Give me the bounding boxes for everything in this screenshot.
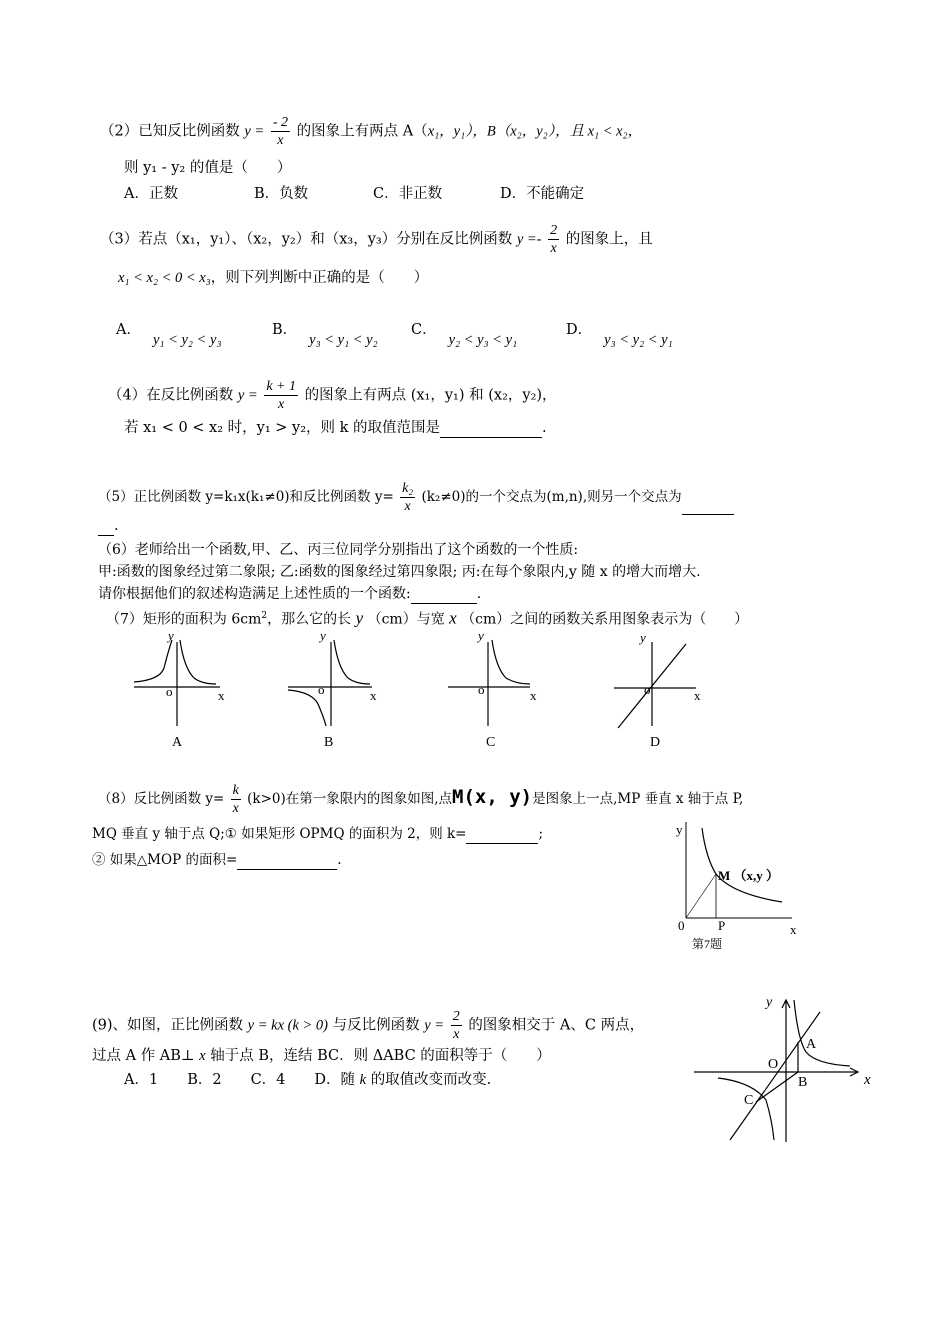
q7-a-x: x bbox=[218, 688, 225, 703]
q7-c-o: o bbox=[478, 682, 485, 697]
q5-intro: （5）正比例函数 y=k₁x(k₁≠0)和反比例函数 y= bbox=[98, 489, 394, 505]
q7-c-x: x bbox=[530, 688, 537, 703]
q8-point-m: M(x, y) bbox=[452, 786, 533, 808]
q9-direct-proportion: y = kx (k > 0) bbox=[247, 1017, 329, 1034]
q7-d-x: x bbox=[694, 688, 701, 703]
q5-text-b: (k₂≠0)的一个交点为(m,n),则另一个交点为 bbox=[421, 489, 682, 505]
q4-frac-num: k + 1 bbox=[266, 379, 296, 394]
q5-answer-blank-cont[interactable] bbox=[98, 535, 114, 536]
q7-d-o: o bbox=[644, 682, 651, 697]
q4-text-b: 的图象上有两点 (x₁，y₁) 和 (x₂，y₂)， bbox=[304, 387, 557, 404]
q8-fig-o: 0 bbox=[678, 918, 685, 933]
q8-k-blank[interactable] bbox=[466, 843, 538, 844]
q6-line3: 请你根据他们的叙述构造满足上述性质的一个函数: . bbox=[98, 586, 482, 602]
q4-intro: （4）在反比例函数 bbox=[108, 387, 234, 404]
q7-a-label: A bbox=[172, 735, 183, 750]
q2-option-a: A．正数 bbox=[124, 186, 178, 202]
q3-condition: x₁ < x₂ < 0 < x₃ bbox=[118, 270, 211, 286]
q7-graph-c bbox=[446, 632, 546, 752]
q4-frac-den: x bbox=[278, 397, 285, 412]
q7-a-y: y bbox=[168, 632, 174, 643]
q7-c-y: y bbox=[478, 632, 484, 643]
q2-option-b: B．负数 bbox=[254, 186, 309, 202]
q8-figure bbox=[672, 818, 812, 958]
q6-line2: 甲:函数的图象经过第二象限; 乙:函数的图象经过第四象限; 丙:在每个象限内,y 随 x 的增大而增大. bbox=[98, 564, 701, 580]
q7-d-label: D bbox=[650, 735, 661, 750]
q2-frac-num: - 2 bbox=[272, 115, 288, 130]
q9-fig-c: C bbox=[744, 1093, 754, 1108]
q7-graph-b bbox=[284, 632, 384, 752]
q8-fraction: $\frac{k}{x}$ bbox=[232, 783, 239, 816]
q3-frac-den: x bbox=[550, 241, 557, 256]
q9-fig-a: A bbox=[806, 1037, 817, 1052]
q5-frac-den: x bbox=[404, 499, 411, 514]
q9-line2: 过点 A 作 AB⊥ x 轴于点 B，连结 BC．则 ΔABC 的面积等于（ ） bbox=[92, 1048, 551, 1064]
q9-fig-x: x bbox=[864, 1072, 871, 1088]
q7-line1: （7）矩形的面积为 $6cm^2$，那么它的长 y （cm）与宽 x （cm）之间的函数关系用图象表示为（ ） bbox=[106, 608, 749, 628]
q4-question: 若 x₁ < 0 < x₂ 时，y₁ > y₂，则 k 的取值范围是 bbox=[124, 420, 441, 436]
q8-fig-m: M （x,y ） bbox=[718, 868, 780, 883]
q5-answer-blank[interactable] bbox=[682, 514, 734, 515]
q9-line1: (9)、如图，正比例函数 y = kx (k > 0) 与反比例函数 y = $\frac{2}{x}$ 的图象相交于 A、C 两点， bbox=[92, 1009, 645, 1042]
q2-frac-den: x bbox=[277, 133, 284, 148]
q3-text-b: 的图象上，且 bbox=[565, 231, 653, 248]
q4-y-eq: y = bbox=[237, 387, 258, 404]
q9-figure bbox=[690, 990, 880, 1150]
q6-line1: （6）老师给出一个函数,甲、乙、丙三位同学分别指出了这个函数的一个性质: bbox=[98, 542, 579, 558]
q3-option-a: A．y₁ < y₂ < y₃ bbox=[116, 322, 222, 348]
q7-b-x: x bbox=[370, 688, 377, 703]
q8-line2: MQ 垂直 y 轴于点 Q;① 如果矩形 OPMQ 的面积为 2，则 k= ; bbox=[92, 826, 544, 842]
q2-text-b: 的图象上有两点 A（ bbox=[296, 123, 428, 140]
q7-b-label: B bbox=[324, 735, 334, 750]
q3-fraction bbox=[548, 222, 559, 257]
q3-line1 bbox=[100, 222, 653, 257]
q7-graph-a bbox=[130, 632, 230, 752]
q2-intro: （2）已知反比例函数 bbox=[100, 123, 240, 140]
q8-fig-x: x bbox=[790, 922, 797, 937]
q2-points: x₁，y₁），B（x₂，y₂），且 x₁ < x₂， bbox=[427, 123, 643, 140]
q9-fig-b: B bbox=[798, 1075, 808, 1090]
q3-question: ，则下列判断中正确的是（ ） bbox=[210, 270, 429, 286]
q4-fraction bbox=[264, 378, 298, 413]
q3-option-c: C．y₂ < y₃ < y₁ bbox=[411, 322, 518, 348]
q7-a-o: o bbox=[166, 684, 173, 699]
q4-line1 bbox=[108, 378, 557, 413]
q5-fraction bbox=[400, 480, 415, 515]
q2-option-c: C．非正数 bbox=[373, 186, 443, 202]
q2-question: 则 y₁ - y₂ 的值是（ ） bbox=[124, 160, 292, 176]
q2-line2 bbox=[124, 158, 291, 178]
q9-fig-y: y bbox=[766, 995, 773, 1010]
q8-line3: ② 如果△MOP 的面积= . bbox=[92, 852, 342, 868]
q3-option-b: B．y₃ < y₁ < y₂ bbox=[272, 322, 378, 348]
q5-line1 bbox=[98, 480, 734, 515]
q3-frac-num: 2 bbox=[550, 223, 558, 238]
q2-fraction bbox=[271, 114, 290, 149]
q7-c-label: C bbox=[486, 735, 496, 750]
q9-fig-o: O bbox=[768, 1057, 779, 1072]
q8-fig-y: y bbox=[676, 822, 683, 837]
q8-fig-p: P bbox=[718, 918, 726, 933]
q7-b-y: y bbox=[320, 632, 326, 643]
q8-line1: （8）反比例函数 y= $\frac{k}{x}$ (k>0)在第一象限内的图象如图,点M(x, y)是图象上一点,MP 垂直 x 轴于点 P, bbox=[98, 783, 744, 816]
q8-fig-caption: 第7题 bbox=[692, 937, 723, 951]
q4-answer-blank[interactable] bbox=[440, 437, 542, 438]
q3-option-d: D．y₃ < y₂ < y₁ bbox=[566, 322, 673, 348]
q2-line1 bbox=[100, 114, 642, 149]
q3-intro: （3）若点（x₁，y₁）、（x₂，y₂）和（x₃，y₃）分别在反比例函数 bbox=[100, 231, 513, 248]
q7-b-o: o bbox=[318, 682, 325, 697]
q5-line2: . bbox=[98, 516, 119, 536]
q2-option-d: D．不能确定 bbox=[500, 186, 585, 202]
q3-line2 bbox=[118, 268, 428, 288]
q6-answer-blank[interactable] bbox=[411, 603, 477, 604]
q2-y-eq: y = bbox=[244, 123, 265, 140]
q9-fraction: $\frac{2}{x}$ bbox=[452, 1009, 460, 1042]
q9-line3: A．1 B．2 C．4 D．随 k 的取值改变而改变. bbox=[124, 1072, 492, 1088]
q8-area-blank[interactable] bbox=[237, 869, 337, 870]
q3-y-eq: y =- bbox=[516, 231, 542, 248]
q7-graph-d bbox=[610, 632, 710, 752]
q7-d-y: y bbox=[640, 632, 646, 645]
q5-frac-num: k₂ bbox=[402, 481, 414, 496]
q4-line2: 若 x₁ < 0 < x₂ 时，y₁ > y₂，则 k 的取值范围是 . bbox=[124, 420, 547, 436]
